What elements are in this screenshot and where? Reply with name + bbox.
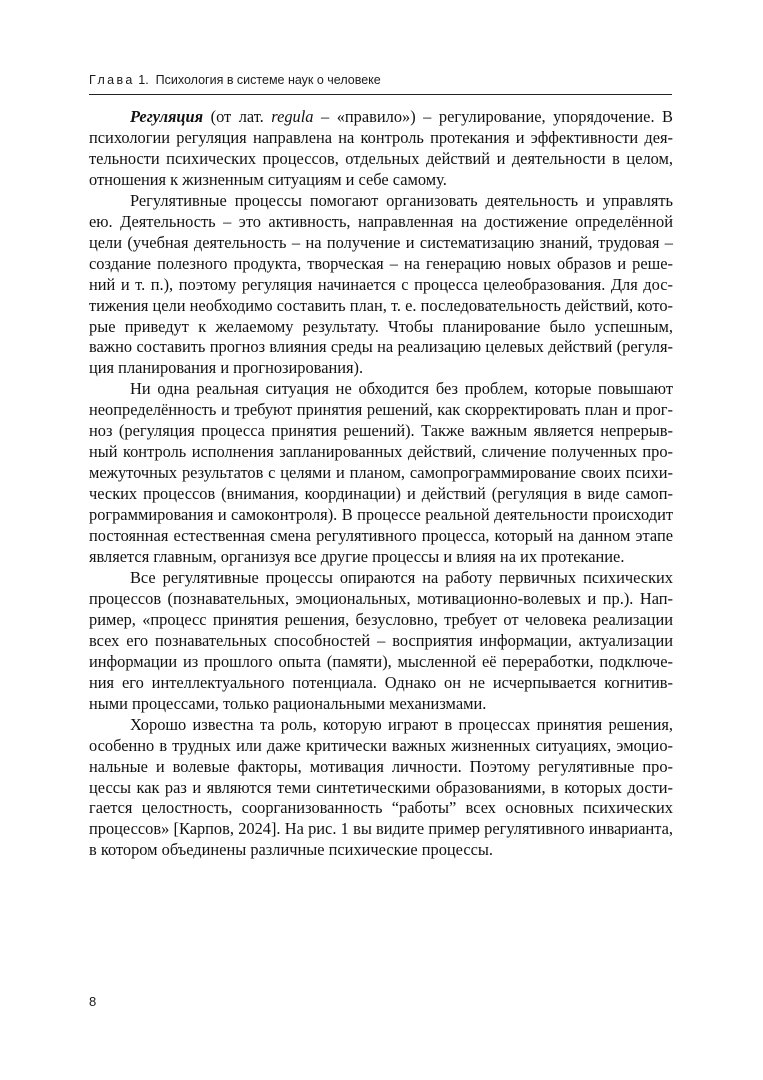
- body-text: [89, 107, 673, 861]
- latin-word: regula: [271, 107, 314, 126]
- page-number: 8: [89, 994, 97, 1009]
- chapter-title: Психология в системе наук о человеке: [155, 73, 381, 87]
- paragraph-text: – «правило») – регулирование, упорядочение. В психологии регуляция направлена на контроль протекания и эффективности деятельности психических процессов, отдельных действий и деятельности в целом, отношения к жизненным ситуациям и себе самому.: [89, 107, 673, 189]
- chapter-number: 1.: [138, 73, 149, 87]
- paragraph: Хорошо известна та роль, которую играют в процессах принятия решения, особенно в трудных или даже критически важных жизненных ситуациях, эмоциональные и волевые факторы, мотивация личности. Поэтому регулятивные процессы как раз и являются теми синтетическими образованиями, в которых достигается целостность, соорганизованность “работы” всех основных психических процессов» [Карпов, 2024]. На рис. 1 вы видите пример регулятивного инварианта, в котором объединены различные психические процессы.: [89, 714, 673, 860]
- paragraph: Все регулятивные процессы опираются на работу первичных психических процессов (познавательных, эмоциональных, мотивационно-волевых и пр.). Например, «процесс принятия решения, безусловно, требует от человека реализации всех его познавательных способностей – восприятия информации, актуализации информации из прошлого опыта (памяти), мысленной её переработки, подключения его интеллектуального потенциала. Однако он не исчерпывается когнитивными процессами, только рациональными механизмами.: [89, 567, 673, 713]
- paragraph: Регулятивные процессы помогают организовать деятельность и управлять ею. Деятельность – это активность, направленная на достижение определённой цели (учебная деятельность – на получение и систематизацию знаний, трудовая – создание полезного продукта, творческая – на генерацию новых образов и решений и т. п.), поэтому регуляция начинается с процесса целеобразования. Для достижения цели необходимо составить план, т. е. последовательность действий, которые приведут к желаемому результату. Чтобы планирование было успешным, важно составить прогноз влияния среды на реализацию целевых действий (регуляция планирования и прогнозирования).: [89, 190, 673, 378]
- chapter-word: Глава: [89, 73, 135, 87]
- paragraph-lead: (от лат.: [203, 107, 272, 126]
- header-rule: [89, 94, 672, 95]
- running-head: [89, 73, 673, 87]
- defined-term: Регуляция: [130, 107, 204, 126]
- paragraph: Ни одна реальная ситуация не обходится без проблем, которые повышают неопределённость и требуют принятия решений, как скорректировать план и прогноз (регуляция процесса принятия решений). Также важным является непрерывный контроль исполнения запланированных действий, сличение полученных промежуточных результатов с целями и планом, самопрограммирование своих психических процессов (внимания, координации) и действий (регуляция в виде самопрограммирования и самоконтроля). В процессе реальной деятельности происходит постоянная естественная смена регулятивного процесса, который на данном этапе является главным, организуя все другие процессы и влияя на их протекание.: [89, 379, 673, 567]
- paragraph-definition: [89, 107, 673, 191]
